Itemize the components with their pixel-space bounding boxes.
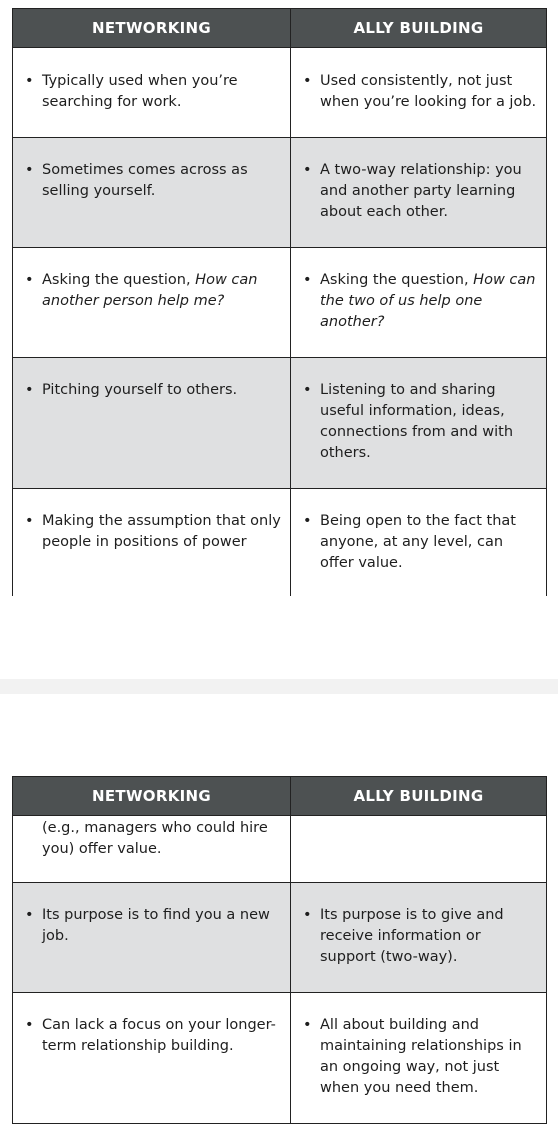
header-networking: NETWORKING	[13, 9, 291, 48]
table-row	[13, 248, 547, 358]
ally-building-cell	[291, 248, 547, 358]
table-header-row	[13, 777, 547, 816]
header-ally-building: ALLY BUILDING	[291, 777, 547, 816]
networking-cell	[13, 489, 291, 596]
table-row	[13, 358, 547, 489]
cell-text: A two-way relationship: you and another party learning about each other.	[320, 162, 522, 220]
ally-building-cell	[291, 993, 547, 1124]
ally-building-cell	[291, 138, 547, 248]
comparison-table-page-2	[12, 776, 547, 1124]
networking-cell	[13, 358, 291, 489]
bullet: •	[303, 1017, 312, 1033]
cell-text: Its purpose is to find you a new job.	[42, 907, 270, 944]
bullet: •	[303, 162, 312, 178]
cell-text: Being open to the fact that anyone, at any level, can offer value.	[320, 513, 516, 571]
networking-cell	[13, 48, 291, 138]
ally-building-cell	[291, 883, 547, 993]
ally-building-cell	[291, 48, 547, 138]
cell-text	[291, 816, 546, 818]
table-row	[13, 489, 547, 596]
cell-text-italic: How can another person help me?	[42, 272, 258, 309]
bullet: •	[25, 1017, 34, 1033]
bullet: •	[303, 907, 312, 923]
bullet: •	[25, 73, 34, 89]
networking-cell	[13, 816, 291, 883]
page-break-band	[0, 679, 558, 694]
networking-cell	[13, 993, 291, 1124]
bullet: •	[25, 272, 34, 288]
cell-text: Used consistently, not just when you’re looking for a job.	[320, 73, 537, 110]
bullet: •	[303, 73, 312, 89]
cell-text: All about building and maintaining relationships in an ongoing way, not just when you need them.	[320, 1017, 522, 1096]
cell-text: Pitching yourself to others.	[42, 382, 238, 398]
bullet: •	[25, 513, 34, 529]
bullet: •	[25, 907, 34, 923]
cell-text: Its purpose is to give and receive information or support (two-way).	[320, 907, 504, 965]
cell-text: Typically used when you’re searching for work.	[42, 73, 238, 110]
header-ally-building: ALLY BUILDING	[291, 9, 547, 48]
ally-building-cell	[291, 489, 547, 596]
networking-cell	[13, 883, 291, 993]
comparison-table-page-1	[12, 8, 547, 596]
table-header-row	[13, 9, 547, 48]
bullet: •	[25, 382, 34, 398]
table-row	[13, 993, 547, 1124]
header-networking: NETWORKING	[13, 777, 291, 816]
networking-cell	[13, 248, 291, 358]
ally-building-cell	[291, 358, 547, 489]
cell-text-prefix: Asking the question,	[42, 272, 196, 288]
cell-text: Sometimes comes across as selling yourself.	[42, 162, 248, 199]
bullet: •	[25, 162, 34, 178]
bullet: •	[303, 272, 312, 288]
bullet: •	[303, 513, 312, 529]
cell-text-prefix: Asking the question,	[320, 272, 474, 288]
cell-text-italic: How can the two of us help one another?	[320, 272, 536, 330]
bullet: •	[303, 382, 312, 398]
cell-text: Listening to and sharing useful information, ideas, connections from and with others.	[320, 382, 514, 461]
cell-text: (e.g., managers who could hire you) offer value.	[42, 820, 268, 857]
table-row	[13, 48, 547, 138]
cell-text: Can lack a focus on your longer-term relationship building.	[42, 1017, 276, 1054]
table-row	[13, 816, 547, 883]
ally-building-cell	[291, 816, 547, 883]
table-row	[13, 883, 547, 993]
cell-text: Making the assumption that only people in positions of power	[42, 513, 281, 550]
table-row	[13, 138, 547, 248]
networking-cell	[13, 138, 291, 248]
